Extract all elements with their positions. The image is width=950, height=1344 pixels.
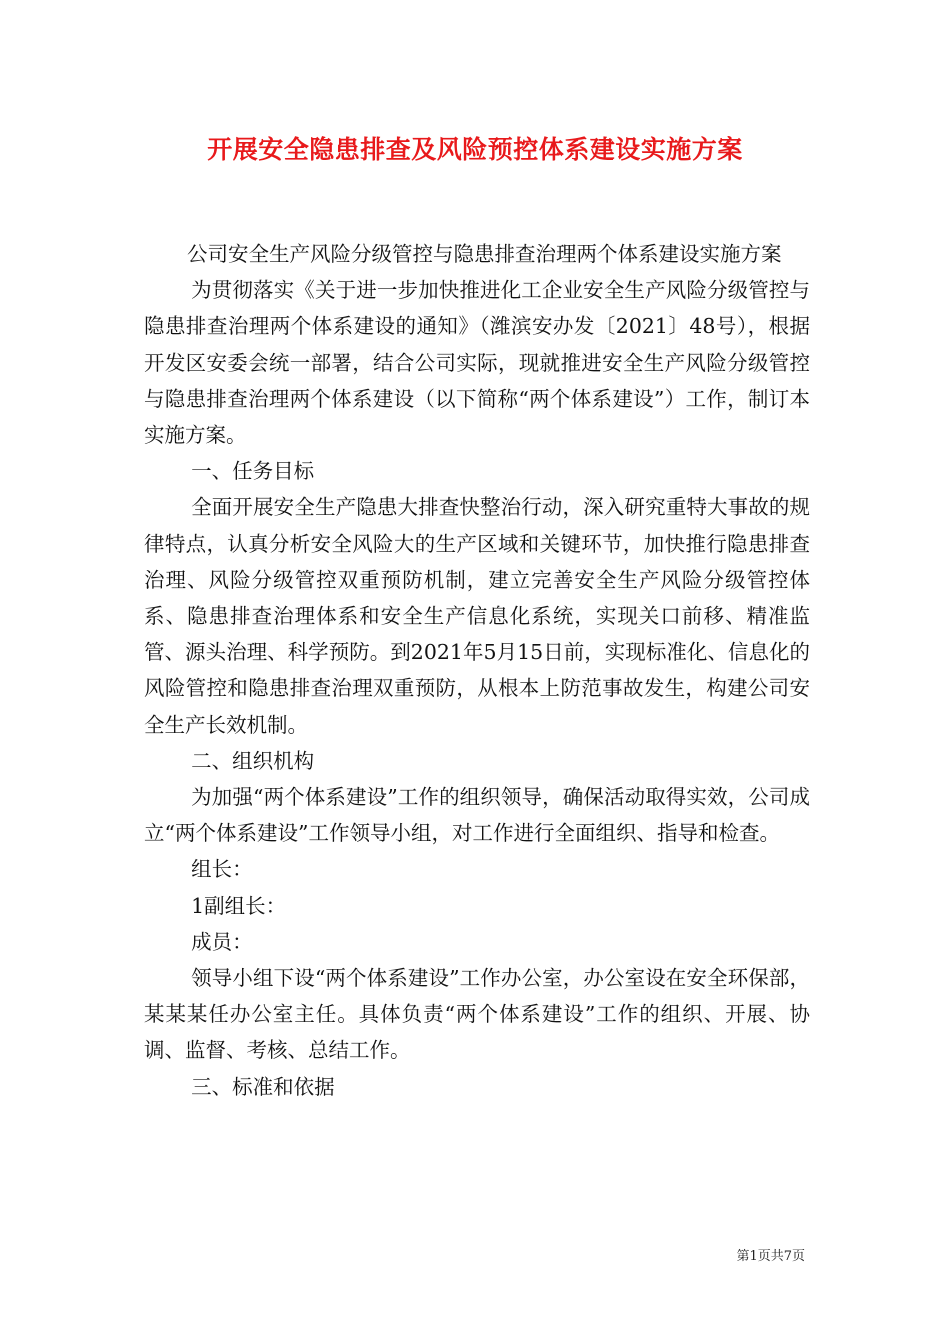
section-heading-organization: 二、组织机构	[191, 748, 315, 773]
field-group-leader: 组长：	[191, 857, 253, 882]
paragraph-heading-subtitle: 公司安全生产风险分级管控与隐患排查治理两个体系建设实施方案	[187, 242, 782, 266]
paragraph-task-goals: 全面开展安全生产隐患大排查快整治行动，深入研究重特大事故的规律特点，认真分析安全风险大的生产区域和关键环节，加快推行隐患排查治理、风险分级管控双重预防机制，建立完善安全生产风险分级管控体系、隐患排查治理体系和安全生产信息化系统，实现关口前移、精准监管、源头治理、科学预防。到2021年5月15日前，实现标准化、信息化的风险管控和隐患排查治理双重预防，从根本上防范事故发生，构建公司安全生产长效机制。	[144, 495, 810, 737]
section-heading-standards: 三、标准和依据	[191, 1074, 335, 1099]
document-title: 开展安全隐患排查及风险预控体系建设实施方案	[207, 135, 743, 164]
paragraph-intro: 为贯彻落实《关于进一步加快推进化工企业安全生产风险分级管控与隐患排查治理两个体系建设的通知》（潍滨安办发〔2021〕48号），根据开发区安委会统一部署，结合公司实际，现就推进安全生产风险分级管控与隐患排查治理两个体系建设（以下简称“两个体系建设”）工作，制订本实施方案。	[144, 278, 810, 448]
paragraph-organization: 为加强“两个体系建设”工作的组织领导，确保活动取得实效，公司成立“两个体系建设”工作领导小组，对工作进行全面组织、指导和检查。	[144, 785, 810, 846]
field-members: 成员：	[191, 929, 253, 954]
section-heading-task-goals: 一、任务目标	[191, 459, 315, 484]
page-number: 第1页共7页	[736, 1249, 805, 1264]
paragraph-office: 领导小组下设“两个体系建设”工作办公室，办公室设在安全环保部，某某某任办公室主任。具体负责“两个体系建设”工作的组织、开展、协调、监督、考核、总结工作。	[144, 966, 810, 1063]
field-deputy-leader: 1副组长：	[191, 893, 287, 918]
document-body	[144, 236, 810, 1105]
